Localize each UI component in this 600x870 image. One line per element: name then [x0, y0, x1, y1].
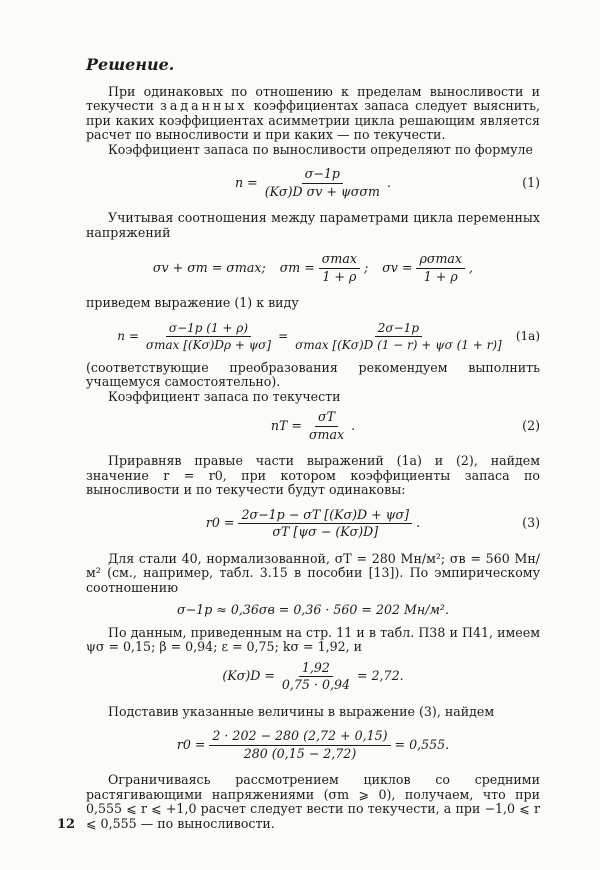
steel-paragraph: Для стали 40, нормализованной, σT = 280 Мн/м²; σв = 560 Мн/м² (см., например, табл. 3.15 в пособии [13]). По эмпирическому соотношению — [86, 550, 540, 595]
empirical-formula: σ−1p ≈ 0,36σв = 0,36 · 560 = 202 Мн/м². — [177, 602, 449, 617]
formula-3-number: (3) — [522, 515, 540, 531]
formula-2-fraction — [306, 410, 347, 442]
formula-r0 — [86, 729, 540, 761]
formula-2 — [86, 410, 540, 442]
relation-c-lhs: σv = — [382, 259, 413, 275]
page-content — [86, 55, 540, 831]
formula-1 — [86, 167, 540, 199]
formula-1a-denominator-1: σmax [(Kσ)Dρ + ψσ] — [145, 338, 272, 352]
formula-3-lhs: r0 = — [205, 515, 235, 531]
intro-part-3: коэффициентах запаса следует выяснить, при каких коэффициентах асимметрии цикла решающим является расчет по выносливости и при каких — по текучести. — [86, 98, 540, 142]
formula-2-number: (2) — [522, 417, 540, 433]
intro-part-1: При одинаковых по отношению к пределам выносливости и текучести — [86, 83, 540, 113]
page-number: 12 — [57, 817, 76, 832]
formula-kd-lhs: (Kσ)D = — [222, 668, 275, 684]
formula-1-lhs: n = — [235, 174, 258, 190]
formula-2-tail: . — [351, 417, 356, 433]
data-paragraph: По данным, приведенным на стр. 11 и в табл. П38 и П41, имеем ψσ = 0,15; β = 0,94; ε = 0,75; kσ = 1,92, и — [86, 624, 540, 654]
formula-3-numerator: 2σ−1p − σT [(Kσ)D + ψσ] — [238, 508, 412, 525]
formula-2-lhs: nT = — [270, 417, 302, 433]
formula-1-denominator: (Kσ)D σv + ψσσm — [264, 183, 380, 199]
formula-kd-tail: = 2,72. — [356, 668, 404, 684]
formula-3-fraction — [238, 508, 412, 540]
formula-r0-lhs: r0 = — [176, 736, 206, 752]
relation-b-fraction — [319, 252, 360, 284]
formula-kd-fraction — [279, 661, 353, 693]
endurance-intro: Коэффициент запаса по выносливости определяют по формуле — [108, 141, 533, 157]
cycle-relations — [86, 252, 540, 284]
formula-2-denominator: σmax — [308, 426, 345, 442]
formula-3-denominator: σT [ψσ − (Kσ)D] — [272, 524, 379, 539]
transform-intro: приведем выражение (1) к виду — [86, 295, 299, 310]
yield-intro: Коэффициент запаса по текучести — [108, 388, 341, 404]
formula-1-number: (1) — [522, 174, 540, 190]
formula-1-fraction — [262, 167, 383, 199]
equate-paragraph: Приравняв правые части выражений (1a) и (2), найдем значение r = r0, при котором коэффициенты запаса по выносливости и по текучести будут одинаковы: — [86, 453, 540, 497]
substitute-paragraph: Подставив указанные величины в выражение (3), найдем — [108, 703, 495, 719]
relations-intro: Учитывая соотношения между параметрами цикла переменных напряжений — [86, 210, 540, 240]
formula-1a-denominator-2: σmax [(Kσ)D (1 − r) + ψσ (1 + r)] — [295, 338, 502, 352]
formula-1-tail: . — [386, 174, 391, 190]
transform-note: (соответствующие преобразования рекомендуем выполнить учащемуся самостоятельно). — [86, 359, 540, 389]
formula-1a-numerator-1: σ−1p (1 + ρ) — [166, 321, 251, 338]
formula-1a-lhs: n = — [117, 329, 139, 344]
relation-c-denominator: 1 + ρ — [423, 268, 458, 284]
formula-kd-numerator: 1,92 — [299, 661, 333, 678]
formula-kd — [86, 661, 540, 693]
formula-kd-denominator: 0,75 · 0,94 — [281, 677, 350, 692]
relation-sep: ; — [363, 259, 369, 275]
formula-r0-tail: = 0,555. — [394, 736, 450, 752]
formula-1a-equals: = — [278, 329, 289, 344]
formula-r0-denominator: 280 (0,15 − 2,72) — [243, 745, 357, 761]
formula-1a-fraction-1 — [143, 321, 274, 353]
conclusion-paragraph: Ограничиваясь рассмотрением циклов со средними растягивающими напряжениями (σm ⩾ 0), получаем, что при 0,555 ⩽ r ⩽ +1,0 расчет следует вести по текучести, а при −1,0 ⩽ r ⩽ 0,555 — по выносливости. — [86, 772, 540, 831]
relation-c-numerator: ρσmax — [416, 252, 465, 269]
relation-b-denominator: 1 + ρ — [322, 268, 357, 284]
formula-r0-fraction — [209, 729, 390, 761]
formula-1a-fraction-2 — [292, 321, 505, 353]
formula-r0-numerator: 2 · 202 − 280 (2,72 + 0,15) — [209, 729, 390, 746]
formula-1a — [86, 321, 540, 353]
relation-c-fraction — [416, 252, 465, 284]
relation-b-lhs: σm = — [279, 259, 315, 275]
formula-1a-numerator-2: 2σ−1p — [375, 321, 422, 338]
relation-b-numerator: σmax — [319, 252, 360, 269]
formula-1-numerator: σ−1p — [302, 167, 343, 184]
formula-2-numerator: σT — [315, 410, 338, 427]
formula-1a-number: (1a) — [515, 329, 540, 344]
formula-3 — [86, 508, 540, 540]
section-heading: Решение. — [86, 55, 175, 74]
intro-paragraph — [86, 85, 540, 143]
relation-tail: , — [469, 259, 474, 275]
formula-3-tail: . — [416, 515, 421, 531]
intro-part-2: заданных — [159, 98, 248, 113]
relation-a: σv + σm = σmax; — [152, 259, 266, 275]
